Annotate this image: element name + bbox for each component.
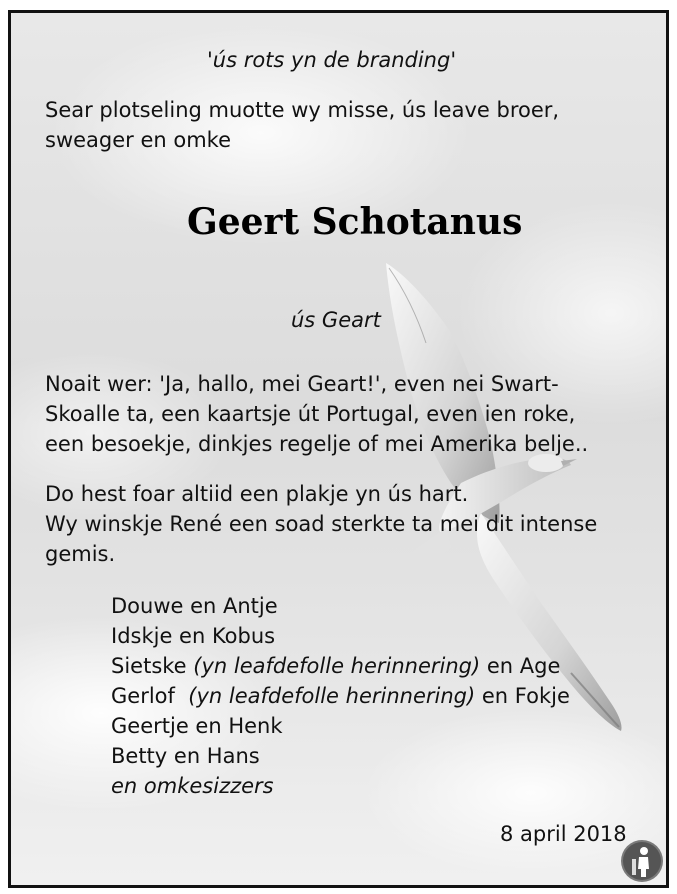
family-line: Gerlof (yn leafdefolle herinnering) en Fokje [111, 684, 570, 708]
closing-line-3: gemis. [45, 542, 116, 566]
memory-line-3: een besoekje, dinkjes regelje of mei Amerika belje.. [45, 432, 589, 456]
nephews-nieces: en omkesizzers [111, 774, 274, 798]
family-line: Geertje en Henk [111, 714, 283, 738]
deceased-name: Geert Schotanus [187, 201, 523, 243]
family-line: Idskje en Kobus [111, 624, 276, 648]
nickname: ús Geart [291, 308, 381, 332]
closing-line-1: Do hest foar altiid een plakje yn ús hart. [45, 482, 469, 506]
family-line: Betty en Hans [111, 744, 260, 768]
memory-line-1: Noait wer: 'Ja, hallo, mei Geart!', even nei Swart- [45, 372, 559, 396]
obituary-card [8, 10, 669, 888]
closing-line-2: Wy winskje René een soad sterkte ta mei dit intense [45, 512, 598, 536]
family-note: (yn leafdefolle herinnering) [193, 654, 481, 678]
intro-line-2: sweager en omke [45, 128, 232, 152]
family-line: Sietske (yn leafdefolle herinnering) en Age [111, 654, 561, 678]
mourner-badge-icon [620, 839, 664, 883]
memory-line-2: Skoalle ta, een kaartsje út Portugal, even ien roke, [45, 402, 576, 426]
intro-line-1: Sear plotseling muotte wy misse, ús leave broer, [45, 98, 560, 122]
notice-date: 8 april 2018 [500, 822, 627, 846]
motto: 'ús rots yn de branding' [207, 48, 457, 72]
family-line: Douwe en Antje [111, 594, 278, 618]
family-note: (yn leafdefolle herinnering) [188, 684, 476, 708]
